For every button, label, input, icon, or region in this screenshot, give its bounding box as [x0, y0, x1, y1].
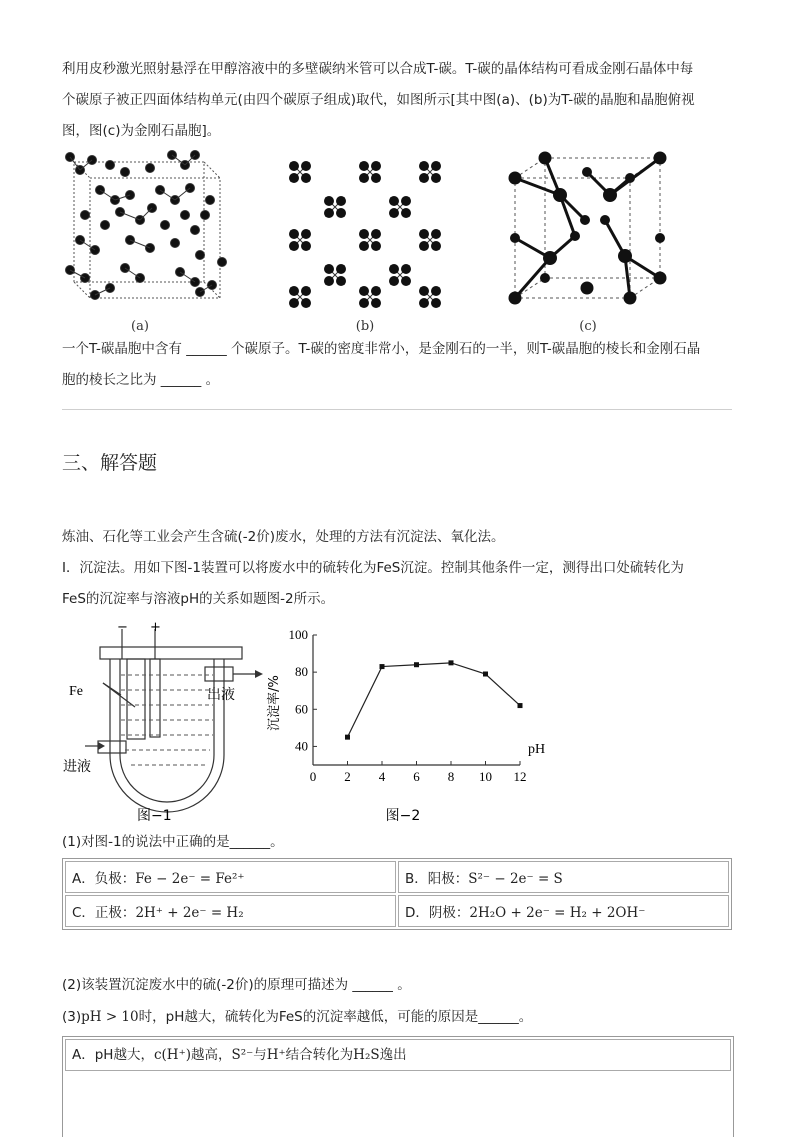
plus-terminal: + [150, 620, 161, 635]
x-tick-label: 4 [378, 769, 386, 784]
question-t-carbon [62, 334, 742, 396]
data-point [345, 735, 350, 740]
data-point [449, 660, 454, 665]
question-1: (1)对图-1的说法中正确的是______。 [62, 834, 284, 850]
part1-line-1: Ⅰ．沉淀法。用如下图-1装置可以将废水中的硫转化为FeS沉淀。控制其他条件一定，测得出口处硫转化为 [62, 560, 684, 576]
q1-text-4: 。 [205, 372, 220, 388]
q1-blank-1[interactable]: ______ [186, 341, 227, 357]
part1-line-2: FeS的沉淀率与溶液pH的关系如题图-2所示。 [62, 591, 335, 607]
q1-text-2: 个碳原子。T-碳的密度非常小，是金刚石的一半，则T-碳晶胞的棱长和金刚石晶 [230, 341, 701, 357]
y-axis-label: 沉淀率/% [267, 675, 282, 731]
fe-label: Fe [69, 684, 83, 699]
inlet-label: 进液 [63, 759, 91, 775]
intro-line-2: 个碳原子被正四面体结构单元(由四个碳原子组成)取代，如图所示[其中图(a)、(b)为T-碳的晶胞和晶胞俯视 [62, 92, 695, 108]
question-3 [62, 1002, 742, 1033]
x-axis-label: pH [528, 742, 546, 757]
option-d[interactable] [398, 895, 729, 927]
option-b-expr: S²⁻ − 2e⁻ = S [468, 871, 563, 887]
question-3-condition: pH > 10 [81, 1009, 139, 1025]
option-a[interactable] [65, 861, 396, 893]
question-3-number: (3) [62, 1009, 82, 1025]
data-point [414, 662, 419, 667]
x-tick-label: 8 [447, 769, 455, 784]
question-2: (2)该装置沉淀废水中的硫(-2价)的原理可描述为 ______ 。 [62, 977, 411, 993]
y-tick-label: 80 [295, 664, 308, 680]
intro-line-1: 利用皮秒激光照射悬浮在甲醇溶液中的多壁碳纳米管可以合成T-碳。T-碳的晶体结构可看成金刚石晶体中每 [62, 61, 694, 77]
option-a-label: A．负极： [72, 871, 136, 887]
options-box-q3 [62, 1036, 734, 1137]
option-a-q3[interactable] [65, 1039, 731, 1071]
problem-intro-line: 炼油、石化等工业会产生含硫(-2价)废水，处理的方法有沉淀法、氧化法。 [62, 529, 505, 545]
x-tick-label: 10 [479, 769, 492, 784]
data-point [380, 664, 385, 669]
option-b[interactable] [398, 861, 729, 893]
q1-text-3: 胞的棱长之比为 [62, 372, 157, 388]
data-point [483, 672, 488, 677]
t-carbon-top-view [289, 161, 441, 308]
y-tick-label: 100 [288, 627, 308, 642]
option-b-label: B．阳极： [405, 871, 469, 887]
option-d-expr: 2H₂O + 2e⁻ = H₂ + 2OH⁻ [469, 905, 646, 921]
x-tick-label: 0 [309, 769, 317, 784]
series-line [348, 663, 521, 737]
q3a-part-4: S²⁻ [231, 1047, 254, 1063]
question-3-text: 时，pH越大，硫转化为FeS的沉淀率越低，可能的原因是______。 [138, 1009, 533, 1025]
q3a-part-1: A．pH越大， [72, 1047, 154, 1063]
q1-text-1: 一个T-碳晶胞中含有 [62, 341, 182, 357]
option-a-expr: Fe − 2e⁻ = Fe²⁺ [135, 871, 245, 887]
y-tick-label: 60 [295, 701, 308, 717]
caption-c: (c) [579, 319, 597, 334]
q3a-part-2: c(H⁺) [153, 1047, 191, 1063]
caption-a: (a) [131, 319, 149, 334]
q3a-part-9: 逸出 [379, 1047, 407, 1063]
caption-b: (b) [355, 319, 375, 334]
intro-line-3: 图，图(c)为金刚石晶胞]。 [62, 123, 221, 139]
option-c-label: C．正极： [72, 905, 136, 921]
option-d-label: D．阴极： [405, 905, 470, 921]
outlet-label: 出液 [207, 687, 235, 703]
crystal-figures [0, 140, 794, 340]
x-tick-label: 6 [413, 769, 420, 784]
q1-blank-2[interactable]: ______ [160, 372, 202, 388]
problem-intro [62, 522, 742, 615]
precipitation-rate-chart [258, 615, 558, 825]
x-tick-label: 2 [344, 769, 351, 784]
section-title: 三、解答题 [62, 452, 158, 474]
figure-2-caption: 图−2 [385, 808, 421, 824]
section-divider [62, 409, 732, 410]
y-tick-label: 40 [295, 738, 308, 754]
q3a-part-8: H₂S [353, 1047, 380, 1063]
options-table-q1 [62, 858, 732, 930]
option-c[interactable] [65, 895, 396, 927]
option-c-expr: 2H⁺ + 2e⁻ = H₂ [135, 905, 244, 921]
x-tick-label: 12 [513, 769, 527, 784]
q3a-part-6: H⁺ [266, 1047, 286, 1063]
minus-terminal: − [117, 620, 128, 635]
q3a-part-5: 与 [253, 1047, 267, 1063]
figure-1-caption: 图−1 [137, 808, 172, 824]
q3a-part-7: 结合转化为 [285, 1047, 354, 1063]
t-carbon-cell-diagram [66, 151, 227, 300]
data-point [518, 703, 523, 708]
diamond-cell-diagram [509, 152, 667, 305]
q3a-part-3: 越高， [190, 1047, 232, 1063]
intro-paragraph [62, 54, 742, 147]
